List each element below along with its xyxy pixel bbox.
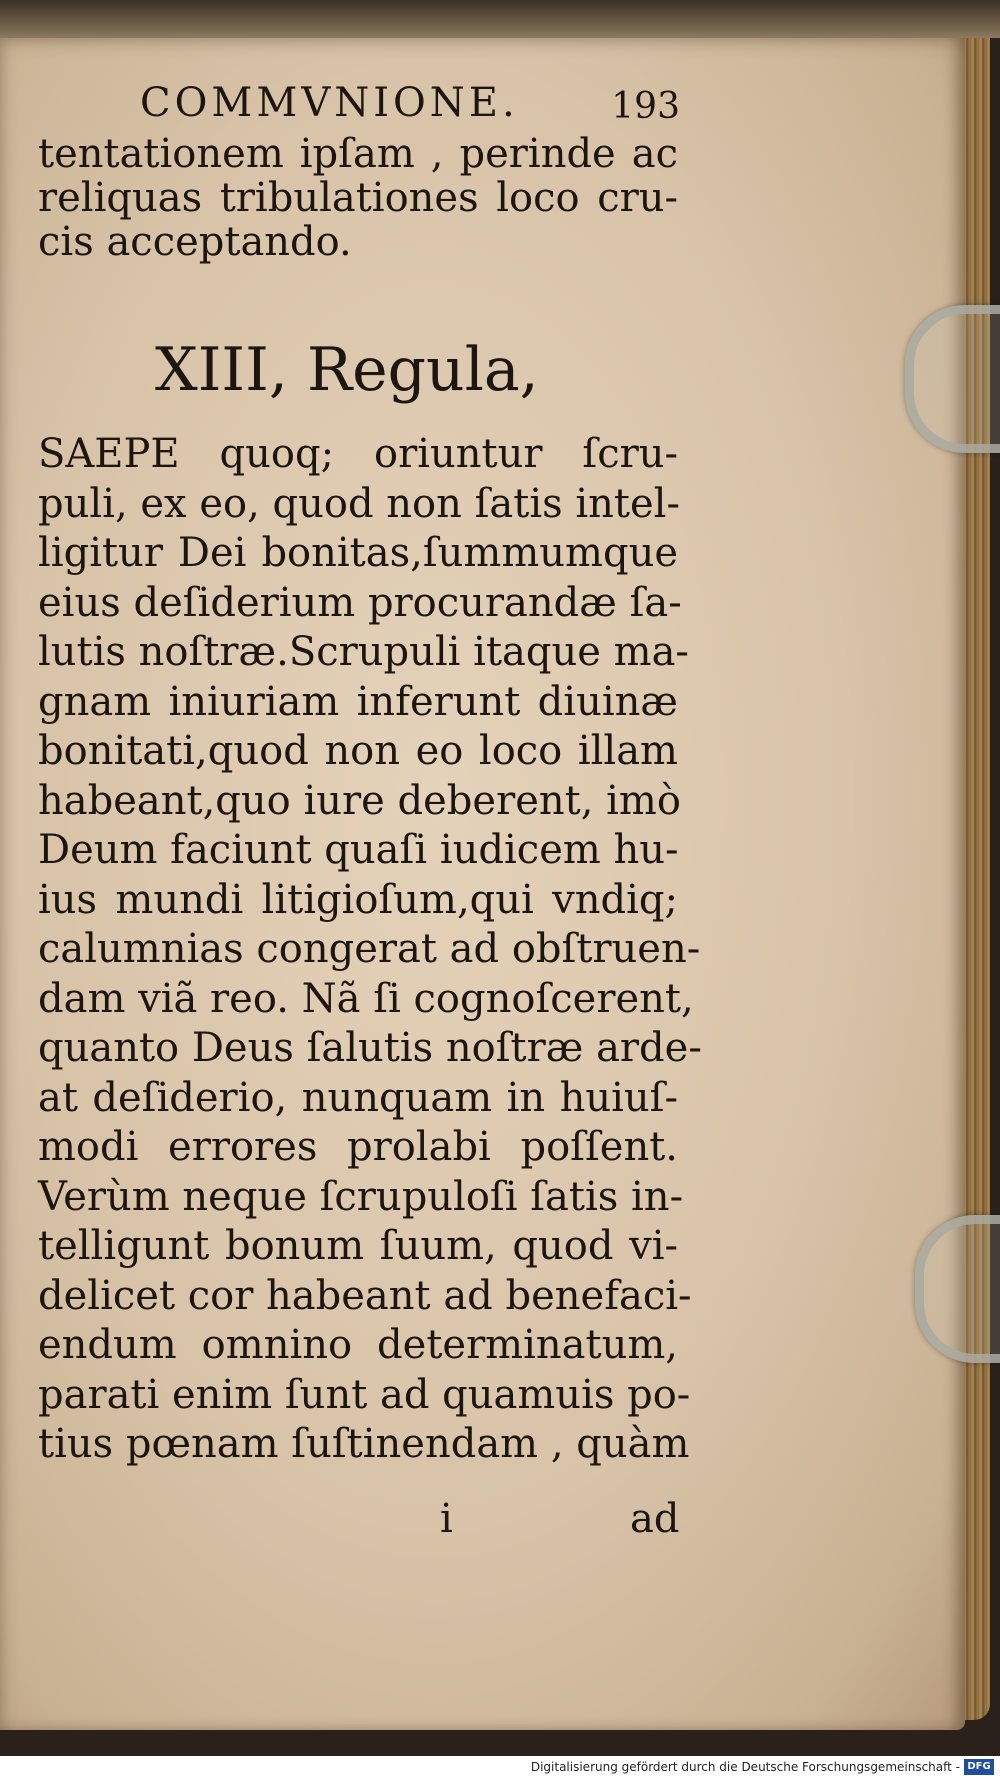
text-line: calumnias congerat ad obſtruen- xyxy=(38,926,701,972)
text-line: dam viã reo. Nã ſi cognoſcerent, xyxy=(38,975,694,1022)
text-line: bonitati,quod non eo loco illam xyxy=(38,728,678,774)
running-head xyxy=(140,80,680,130)
text-line: at deſiderio, nunquam in huiuſ- xyxy=(38,1074,678,1121)
text-line: reliquas tribulationes loco cru- xyxy=(38,175,678,221)
text-line: delicet cor habeant ad benefaci- xyxy=(38,1272,692,1319)
page-number: 193 xyxy=(611,86,680,127)
running-head-title: COMMVNIONE. xyxy=(140,80,519,126)
text-line: lutis noſtræ.Scrupuli itaque ma- xyxy=(38,629,689,675)
dfg-logo: DFG xyxy=(964,1759,994,1775)
text-line: cis acceptando. xyxy=(38,219,352,265)
text-line: telligunt bonum ſuum, quod vi- xyxy=(38,1223,678,1269)
text-line: ius mundi litigioſum,qui vndiq; xyxy=(38,876,678,923)
section-heading: XIII, Regula, xyxy=(155,335,539,405)
text-line: Deum faciunt quaſi iudicem hu- xyxy=(38,827,679,873)
text-line: tius pœnam ſuſtinendam , quàm xyxy=(38,1421,690,1467)
text-line: modi errores prolabi poſſent. xyxy=(38,1124,678,1170)
text-line: gnam iniuriam inferunt diuinæ xyxy=(38,678,678,725)
text-line: endum omnino determinatum, xyxy=(38,1322,678,1368)
text-line: habeant,quo iure deberent, imò xyxy=(38,777,681,824)
text-line: SAEPE quoq; oriuntur ſcru- xyxy=(38,431,678,477)
signature-mark: i xyxy=(440,1496,453,1542)
catchword: ad xyxy=(630,1496,680,1542)
footer-credit: Digitalisierung gefördert durch die Deutsche Forschungsgemeinschaft - xyxy=(530,1760,960,1774)
text-line: eius deſiderium procurandæ ſa- xyxy=(38,579,682,626)
text-line: ligitur Dei bonitas,ſummumque xyxy=(38,530,678,576)
text-line: tentationem ipſam , perinde ac xyxy=(38,131,678,177)
text-line: parati enim ſunt ad quamuis po- xyxy=(38,1371,691,1418)
text-line: Verùm neque ſcrupuloſi ſatis in- xyxy=(38,1173,684,1220)
text-line: quanto Deus ſalutis noſtræ arde- xyxy=(38,1025,702,1071)
text-line: puli, ex eo, quod non ſatis intel- xyxy=(38,480,680,527)
